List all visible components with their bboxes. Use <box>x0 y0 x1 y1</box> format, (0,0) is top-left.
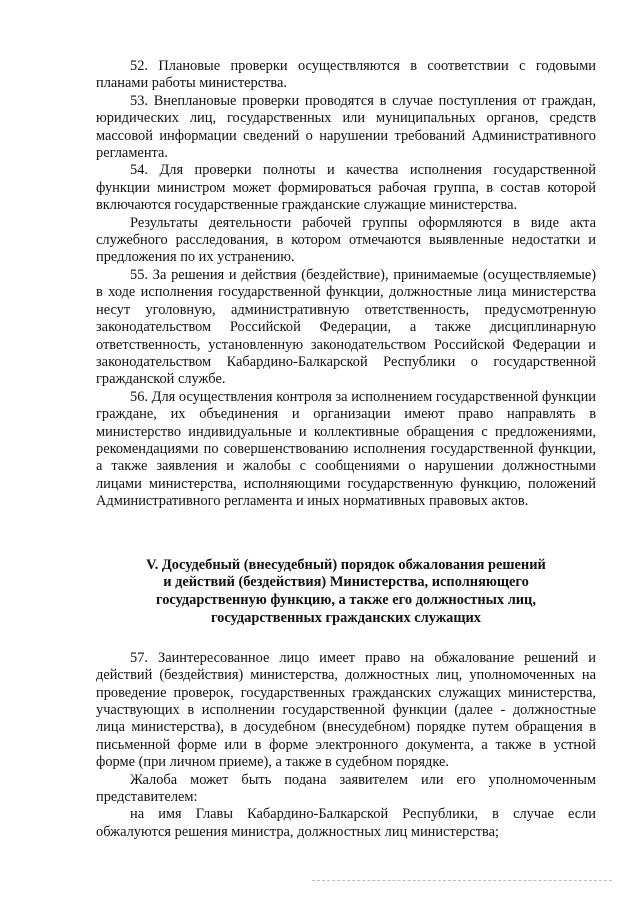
document-page <box>96 58 596 841</box>
paragraph-54-results: Результаты деятельности рабочей группы оформляются в виде акта служебного расследования, в котором отмечаются выявленные недостатки и предложения по их устранению. <box>96 214 596 266</box>
section-v-heading <box>96 557 596 628</box>
heading-line-3: государственную функцию, а также его должностных лиц, <box>156 592 536 609</box>
paragraph-55: 55. За решения и действия (бездействие), принимаемые (осуществляемые) в ходе исполнения государственной функции, должностные лица министерства несут уголовную, административную ответственность, предусмотренную законодательством Российской Федерации, а также дисциплинарную ответственность, установленную законодательством Российской Федерации и законодательством Кабардино-Балкарской Республики о государственной гражданской службе. <box>96 266 596 388</box>
paragraph-53: 53. Внеплановые проверки проводятся в случае поступления от граждан, юридических лиц, государственных или муниципальных органов, средств массовой информации сведений о нарушении требований Административного регламента. <box>96 92 596 162</box>
heading-line-1: V. Досудебный (внесудебный) порядок обжалования решений <box>146 556 546 573</box>
heading-line-4: государственных гражданских служащих <box>211 609 481 626</box>
paragraph-56: 56. Для осуществления контроля за исполнением государственной функции граждане, их объединения и организации имеют право направлять в министерство индивидуальные и коллективные обращения с предложениями, рекомендациями по совершенствованию исполнения государственной функции, а также заявления и жалобы с сообщениями о нарушении должностными лицами министерства, исполняющими государственную функцию, положений Административного регламента и иных нормативных правовых актов. <box>96 388 596 510</box>
section-spacer <box>96 511 596 557</box>
paragraph-54: 54. Для проверки полноты и качества исполнения государственной функции министром может формироваться рабочая группа, в состав которой включаются государственные гражданские служащие министерства. <box>96 162 596 214</box>
paragraph-57-complaint: Жалоба может быть подана заявителем или его уполномоченным представителем: <box>96 771 596 805</box>
scan-artifact-line <box>312 880 612 881</box>
paragraph-57-head: на имя Главы Кабардино-Балкарской Республики, в случае если обжалуются решения министра, должностных лиц министерства; <box>96 806 596 840</box>
paragraph-57: 57. Заинтересованное лицо имеет право на обжалование решений и действий (бездействия) министерства, должностных лиц, уполномоченных на проведение проверок, государственных гражданских служащих министерства, участвующих в исполнении государственной функции (далее - должностные лица министерства), в досудебном (внесудебном) порядке путем обращения в письменной форме или в форме электронного документа, а также в устной форме (при личном приеме), а также в судебном порядке. <box>96 649 596 771</box>
paragraph-52: 52. Плановые проверки осуществляются в соответствии с годовыми планами работы министерства. <box>96 58 596 92</box>
heading-spacer <box>96 628 596 650</box>
heading-line-2: и действий (бездействия) Министерства, исполняющего <box>163 574 529 591</box>
